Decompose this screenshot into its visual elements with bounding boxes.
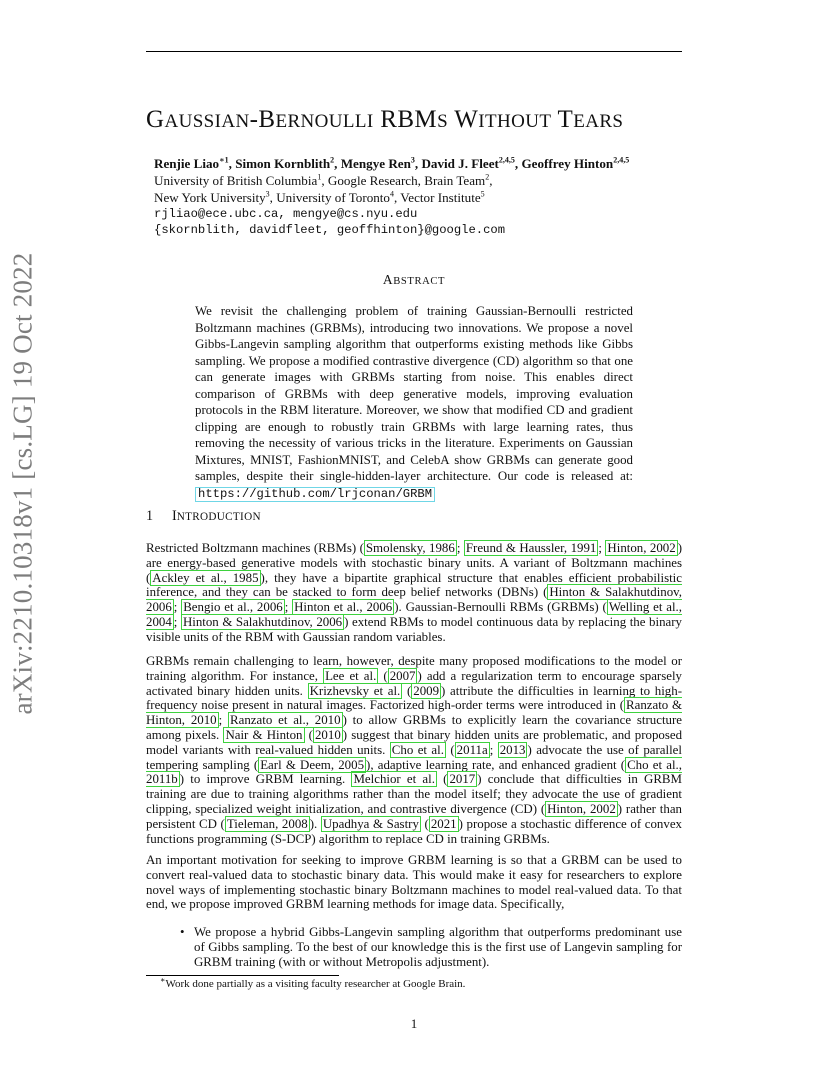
citation-link[interactable]: Hinton, 2002 [607,541,676,555]
affiliation-line-2: New York University$^3$, University of Toronto$^4$, Vector Institute$^5$ [154,189,485,205]
citation-link[interactable]: Bengio et al., 2006 [183,600,283,615]
email-line-1: rjliao@ece.ubc.ca, mengye@cs.nyu.edu [154,207,418,221]
bullet-item [180,925,682,969]
bullet-icon: • [180,925,185,939]
citation-link[interactable]: 2021 [430,816,457,831]
arxiv-id: arXiv:2210.10318v1 [cs.LG] 19 Oct 2022 [7,251,38,715]
citation-link[interactable]: Hinton, 2002 [547,801,616,816]
footnote-rule [146,975,339,976]
citation-link[interactable]: 2007 [389,668,416,683]
footnote [160,975,466,990]
citation-link[interactable]: Upadhya & Sastry [322,816,419,831]
citation-link[interactable]: Melchior et al. [353,772,435,787]
citation-link[interactable]: Tieleman, 2008 [226,816,308,831]
citation-link[interactable]: 2009 [413,683,440,698]
abstract-body: We revisit the challenging problem of training Gaussian-Bernoulli restricted Boltzmann machines (GRBMs), introducing two innovations. We propose a novel Gibbs-Langevin sampling algorithm that outperforms existing methods like Gibbs sampling. We propose a modified contrastive divergence (CD) algorithm so that one can generate images with GRBMs starting from noise. This enables direct comparison of GRBMs with deep generative models, improving evaluation protocols in the RBM literature. Moreover, we show that modified CD and gradient clipping are enough to robustly train GRBMs with large learning rates, thus removing the necessity of various tricks in the literature. Experiments on Gaussian Mixtures, MNIST, FashionMNIST, and CelebA show GRBMs can generate good samples, despite their single-hidden-layer architecture. Our code is released at: https://github.com/lrjconan/GRBM [195,304,633,501]
author-names: Renjie Liao$^{∗1}$, Simon Kornblith$^2$, Mengye Ren$^3$, David J. Fleet$^{2,4,5}$, Geoffrey Hinton$^{2,4,5}$ [154,155,630,171]
email-line-2: {skornblith, davidfleet, geoffhinton}@google.com [154,223,506,237]
citation-link[interactable]: 2017 [449,772,476,787]
citation-link[interactable]: Earl & Deem, 2005 [260,757,365,772]
citation-link[interactable]: Ranzato & Hinton, 2010 [146,698,682,728]
citation-link[interactable]: Ackley et al., 1985 [152,570,259,585]
code-link[interactable]: https://github.com/lrjconan/GRBM [195,487,435,502]
citation-link[interactable]: 2013 [499,742,526,757]
paragraph-3: An important motivation for seeking to improve GRBM learning is so that a GRBM can be used to convert real-valued data to stochastic binary data. This would make it easy for researchers to explore novel ways of implementing stochastic binary Boltzmann machines to model real-valued data. To that end, we propose improved GRBM learning methods for image data. Specifically, [146,853,682,912]
citation-link[interactable]: 2010 [314,727,341,742]
arxiv-stamp [1,251,45,715]
footnote-mark: ∗ [160,975,166,985]
citation-link[interactable]: Smolensky, 1986 [365,541,455,555]
abstract-heading: ABSTRACT [382,272,446,287]
citation-link[interactable]: Hinton et al., 2006 [294,600,393,615]
top-rule [146,51,682,52]
citation-link[interactable]: Welling et al., 2004 [146,600,682,629]
citation-link[interactable]: 2011a [456,742,488,757]
citation-link[interactable]: Hinton & Salakhutdinov, 2006 [182,614,343,629]
paper-title: GAUSSIAN-BERNOULLI RBMS WITHOUT TEARS [146,106,624,133]
bullet-text: We propose a hybrid Gibbs-Langevin sampling algorithm that outperforms predominant use of Gibbs sampling. To the best of our knowledge this is the first use of Langevin sampling for GRBM training (with or without Metropolis adjustment). [194,925,682,969]
section-heading-introduction: 1 INTRODUCTION [146,508,261,524]
affiliation-line-1: University of British Columbia$^1$, Google Research, Brain Team$^2$, [154,172,493,188]
paragraph-2: GRBMs remain challenging to learn, however, despite many proposed modifications to the model or training algorithm. For instance, Lee et al. ( 2007 ) add a regularization term to encourage sparsely activated binary hidden units. Krizhevsky et al. ( 2009 ) attribute the difficulties in learning to high-frequency noise present in natural images. Factorized high-order terms were introduced in ( Ranzato & Hinton, 2010 ; Ranzato et al., 2010 ) to allow GRBMs to explicitly learn the covariance structure among pixels. Nair & Hinton ( 2010 ) suggest that binary hidden units are problematic, and proposed model variants with real-valued hidden units. Cho et al. ( 2011a ; 2013 ) advocate the use of parallel tempering sampling ( Earl & Deem, 2005 ), adaptive learning rate, and enhanced gradient ( Cho et al., 2011b ) to improve GRBM learning. Melchior et al. ( 2017 ) conclude that difficulties in GRBM training are due to training algorithms rather than the model itself; they advocate the use of gradient clipping, specialized weight initialization, and contrastive divergence (CD) ( Hinton, 2002 ) rather than persistent CD ( Tieleman, 2008 ). Upadhya & Sastry ( 2021 ) propose a stochastic difference of convex functions programming (S-DCP) algorithm to replace CD in training GRBMs. [146,654,683,846]
footnote-text: Work done partially as a visiting faculty researcher at Google Brain. [165,978,466,990]
citation-link[interactable]: Nair & Hinton [225,727,303,742]
citation-link[interactable]: Cho et al., 2011b [146,757,682,787]
citation-link[interactable]: Freund & Haussler, 1991 [465,541,597,555]
paragraph-1: Restricted Boltzmann machines (RBMs) ( Smolensky, 1986 ; Freund & Haussler, 1991 ; Hinton, 2002 ) are energy-based generative models with stochastic binary units. A variant of Boltzmann machines ( Ackley et al., 1985 ), they have a bipartite graphical structure that enables efficient probabilistic inference, and they can be stacked to form deep belief networks (DBNs) ( Hinton & Salakhutdinov, 2006 ; Bengio et al., 2006 ; Hinton et al., 2006 ). Gaussian-Bernoulli RBMs (GRBMs) ( Welling et al., 2004 ; Hinton & Salakhutdinov, 2006 ) extend RBMs to model continuous data by replacing the binary visible units of the RBM with Gaussian random variables. [146,541,682,644]
citation-link[interactable]: Hinton & Salakhutdinov, 2006 [146,585,682,615]
citation-link[interactable]: Cho et al. [391,742,444,757]
citation-link[interactable]: Krizhevsky et al. [309,683,401,698]
author-block [154,155,714,238]
citation-link[interactable]: Ranzato et al., 2010 [230,713,341,728]
citation-link[interactable]: Lee et al. [325,668,377,683]
page-number: 1 [410,1016,418,1031]
